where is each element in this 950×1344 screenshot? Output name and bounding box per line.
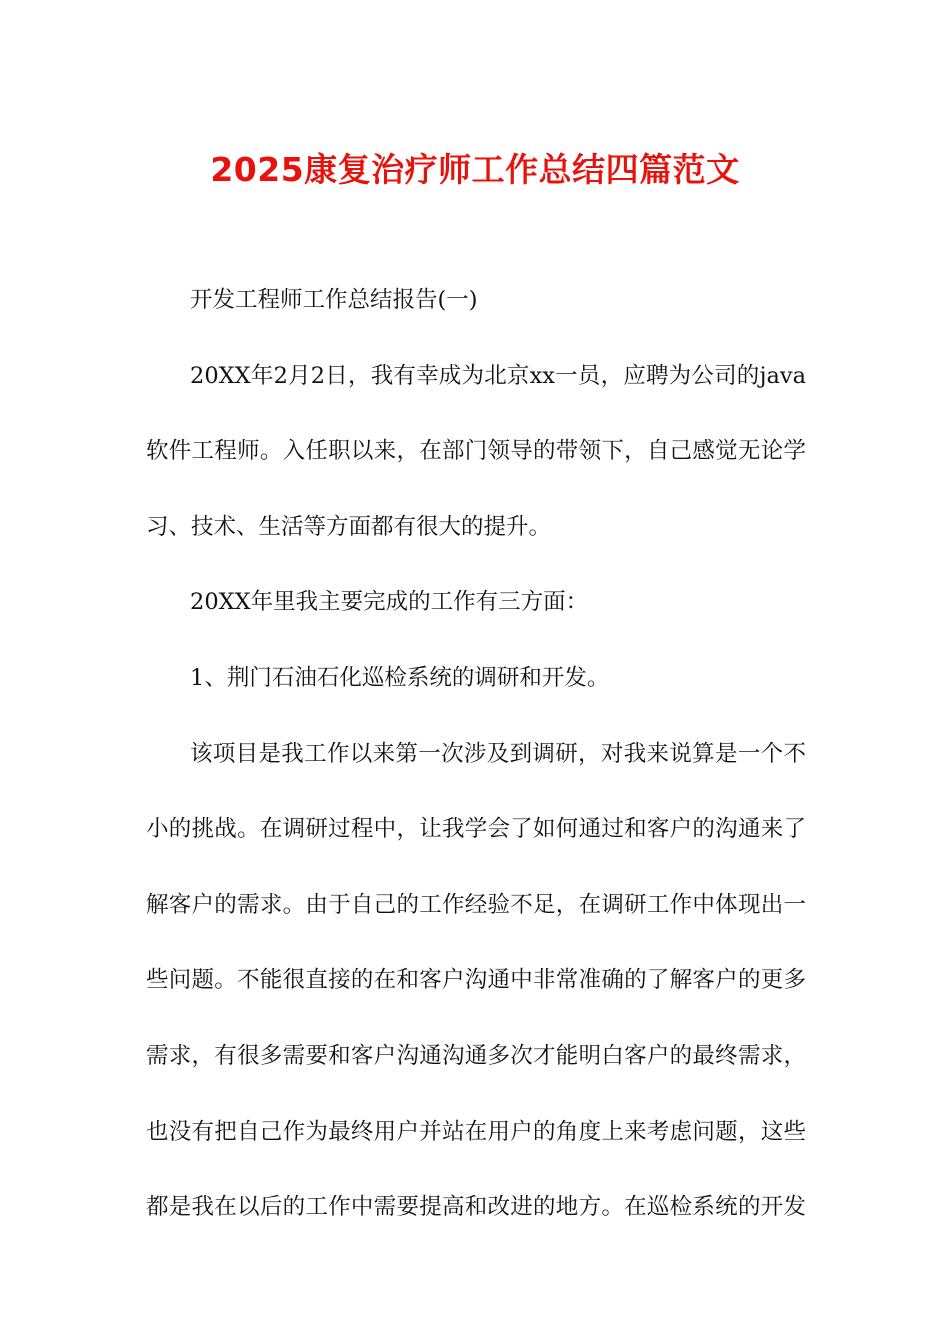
paragraph-line: 些问题。不能很直接的在和客户沟通中非常准确的了解客户的更多: [146, 967, 806, 994]
paragraph-line: 20XX年里我主要完成的工作有三方面：: [190, 589, 589, 616]
document-title: 2025康复治疗师工作总结四篇范文: [210, 150, 740, 189]
paragraph-line: 需求，有很多需要和客户沟通沟通多次才能明白客户的最终需求，: [146, 1042, 806, 1069]
document-body: [146, 281, 806, 1264]
paragraph-line: 也没有把自己作为最终用户并站在用户的角度上来考虑问题，这些: [146, 1118, 806, 1145]
paragraph-line: 都是我在以后的工作中需要提高和改进的地方。在巡检系统的开发: [146, 1194, 806, 1221]
paragraph-line: 解客户的需求。由于自己的工作经验不足，在调研工作中体现出一: [146, 891, 806, 918]
paragraph-line: 20XX年2月2日，我有幸成为北京xx一员，应聘为公司的java: [190, 362, 806, 389]
list-item-heading: 1、荆门石油石化巡检系统的调研和开发。: [190, 664, 610, 691]
paragraph-line: 软件工程师。入任职以来，在部门领导的带领下，自己感觉无论学: [146, 438, 806, 465]
paragraph-line: 小的挑战。在调研过程中，让我学会了如何通过和客户的沟通来了: [146, 816, 806, 843]
paragraph-line: 该项目是我工作以来第一次涉及到调研，对我来说算是一个不: [190, 740, 806, 767]
report-heading: 开发工程师工作总结报告(一): [190, 287, 478, 313]
paragraph-line: 习、技术、生活等方面都有很大的提升。: [146, 513, 552, 540]
